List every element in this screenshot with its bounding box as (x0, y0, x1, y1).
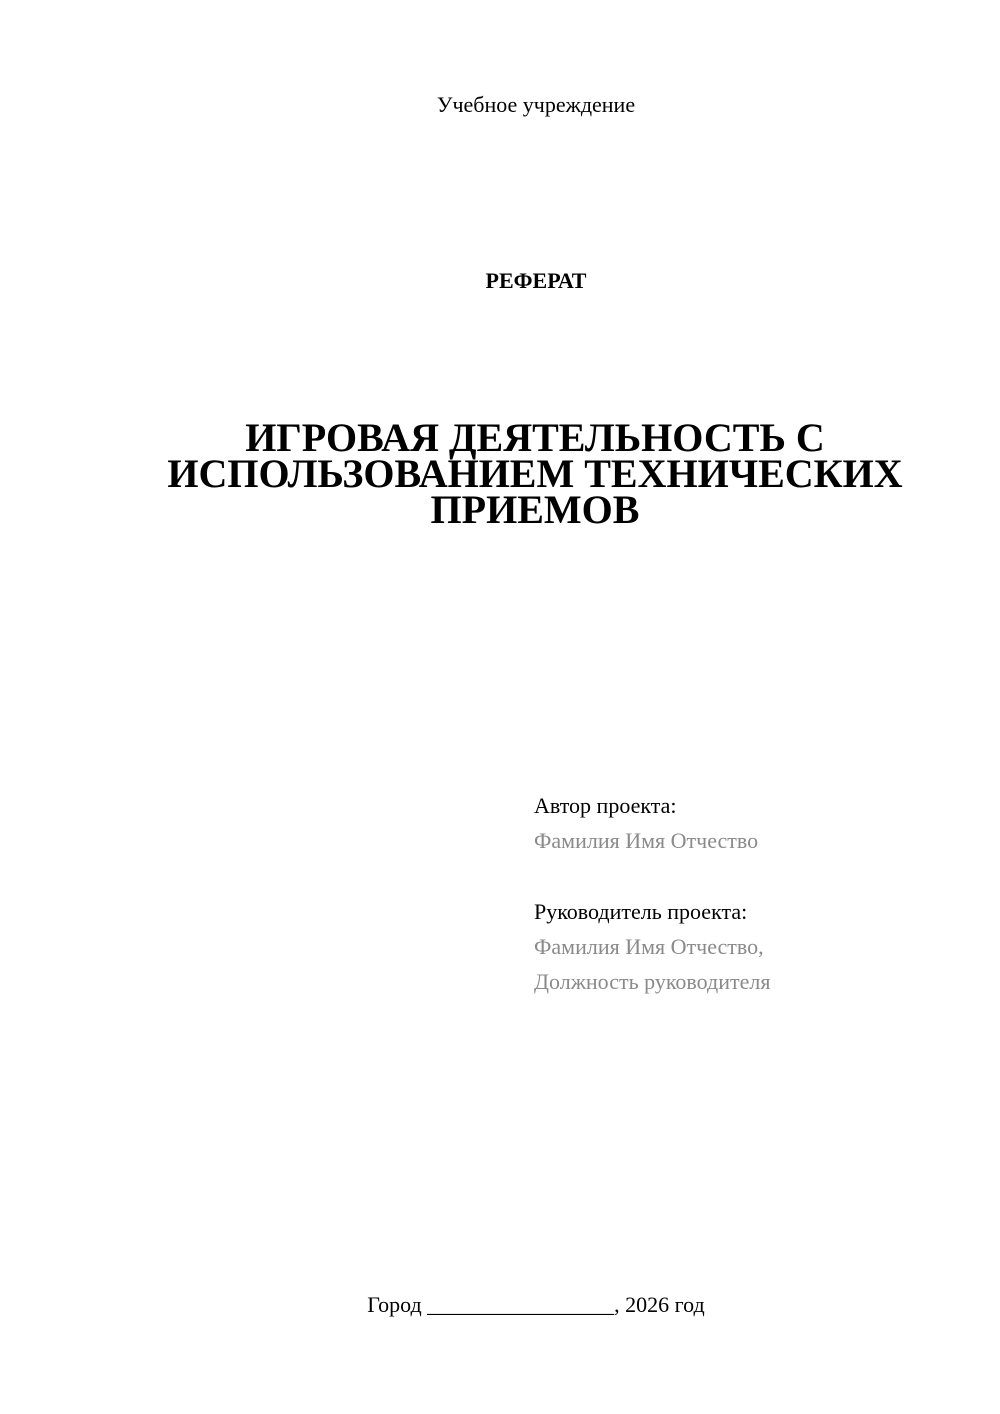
supervisor-name: Фамилия Имя Отчество, (534, 934, 764, 959)
topic-line: ПРИЕМОВ (430, 487, 640, 532)
author-label: Автор проекта: (534, 793, 677, 818)
author-name: Фамилия Имя Отчество (534, 828, 759, 853)
topic-title (150, 415, 920, 532)
topic-line: ИГРОВАЯ ДЕЯТЕЛЬНОСТЬ С (245, 415, 825, 460)
credits-spacer (534, 858, 974, 894)
city-year-line: Город _________________, 2026 год (367, 1292, 705, 1317)
institution-name: Учебное учреждение (436, 92, 636, 117)
supervisor-label: Руководитель проекта: (534, 899, 748, 924)
topic-line: ИСПОЛЬЗОВАНИЕМ ТЕХНИЧЕСКИХ (167, 451, 903, 496)
supervisor-position: Должность руководителя (534, 969, 771, 994)
document-type: РЕФЕРАТ (485, 268, 587, 293)
credits-block (534, 788, 974, 999)
